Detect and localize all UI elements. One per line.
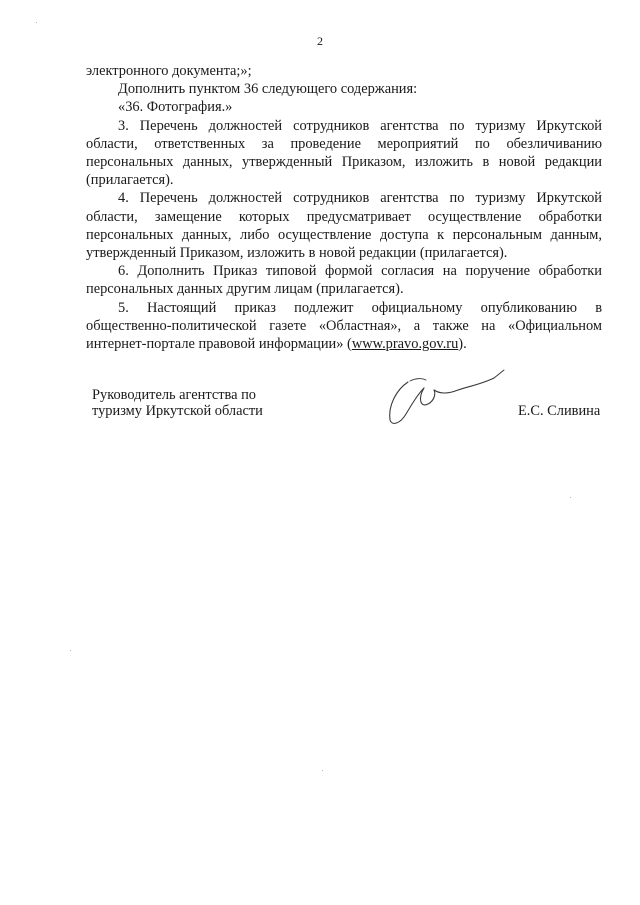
pravo-link[interactable]: www.pravo.gov.ru (351, 336, 459, 353)
scan-speck (36, 22, 37, 23)
signer-title-line-2: туризму Иркутской области (92, 403, 263, 419)
paragraph-item-5 (86, 299, 602, 354)
paragraph-item-4: 4. Перечень должностей сотрудников агентства по туризму Иркутской области, замещение которых предусматривает осуществление обработки персональных данных, либо осуществление доступа к персональным данным, утвержденный Приказом, изложить в новой редакции (прилагается). (86, 190, 602, 262)
handwritten-signature (382, 368, 512, 430)
paragraph-item-3: 3. Перечень должностей сотрудников агентства по туризму Иркутской области, ответственных за проведение мероприятий по обезличиванию персональных данных, утвержденный Приказом, изложить в новой редакции (прилагается). (86, 117, 602, 189)
signer-title-line-1: Руководитель агентства по (92, 387, 256, 403)
scan-speck (70, 650, 71, 651)
paragraph-continuation: электронного документа;»; (86, 63, 252, 79)
scan-speck (570, 497, 571, 498)
scan-speck (322, 770, 323, 771)
signer-name: Е.С. Сливина (518, 403, 601, 419)
paragraph-amendment-item: «36. Фотография.» (118, 99, 233, 116)
paragraph-item-5-end: ). (458, 336, 467, 353)
paragraph-item-5-text: 5. Настоящий приказ подлежит официальному опубликованию в общественно-политической газете «Областная», а также на «Официальном интернет-портале правовой информации» ( (86, 299, 602, 353)
paragraph-item-6: 6. Дополнить Приказ типовой формой согласия на поручение обработки персональных данных другим лицам (прилагается). (86, 263, 602, 298)
paragraph-amendment-intro: Дополнить пунктом 36 следующего содержания: (118, 81, 418, 98)
signer-title (92, 387, 263, 419)
document-body (86, 62, 602, 353)
page-number: 2 (317, 34, 323, 48)
